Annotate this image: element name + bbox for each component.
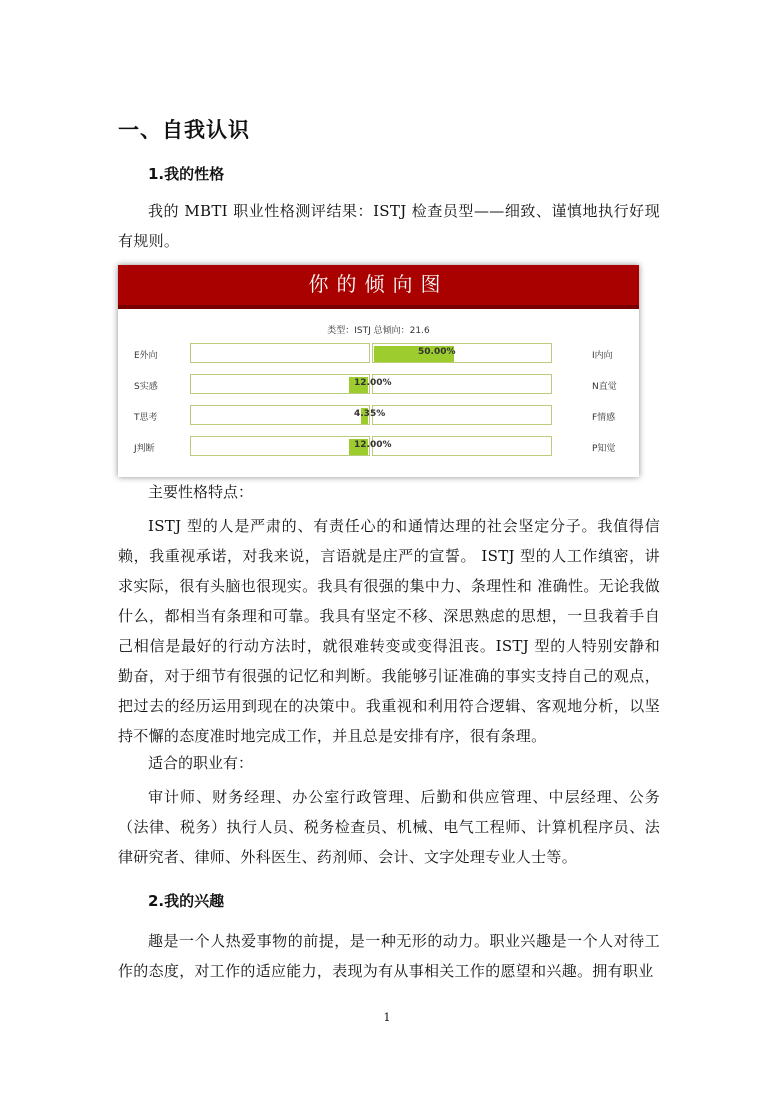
right-bar-track (372, 343, 552, 363)
bar-value-label: 50.00% (418, 347, 456, 357)
left-bar-track (190, 374, 370, 394)
right-trait-label: N直觉 (592, 382, 617, 392)
chart-subtitle: 类型：ISTJ 总倾向：21.6 (327, 326, 430, 336)
section-heading: 一、自我认识 (118, 118, 250, 142)
bar-value-label: 12.00% (354, 440, 392, 450)
left-trait-label: E外向 (134, 351, 158, 361)
left-bar-track (190, 343, 370, 363)
right-bar-track (372, 405, 552, 425)
chart-title: 你的倾向图 (118, 265, 639, 305)
right-trait-label: P知觉 (592, 444, 616, 454)
tendency-chart (118, 265, 639, 477)
bar-value-label: 12.00% (354, 378, 392, 388)
interest-paragraph: 趣是一个人热爱事物的前提，是一种无形的动力。职业兴趣是一个人对待工作的态度，对工作的适应能力，表现为有从事相关工作的愿望和兴趣。拥有职业 (118, 932, 660, 980)
left-bar-track (190, 405, 370, 425)
page-number: 1 (383, 1011, 391, 1024)
traits-label: 主要性格特点： (148, 483, 254, 501)
right-trait-label: F情感 (592, 413, 616, 423)
subsection-title-interest: 2.我的兴趣 (148, 892, 225, 910)
left-trait-label: T思考 (134, 413, 158, 423)
left-trait-label: J判断 (134, 444, 155, 454)
right-bar-track (372, 436, 552, 456)
right-trait-label: I内向 (592, 351, 613, 361)
chart-header-strip (118, 305, 639, 309)
bar-value-label: 4.35% (354, 409, 386, 419)
careers-label: 适合的职业有： (148, 754, 254, 772)
left-trait-label: S实感 (134, 382, 158, 392)
right-bar-track (372, 374, 552, 394)
mbti-result-paragraph: 我的 MBTI 职业性格测评结果：ISTJ 检查员型——细致、谨慎地执行好现有规则。 (118, 202, 660, 250)
left-bar-track (190, 436, 370, 456)
careers-paragraph: 审计师、财务经理、办公室行政管理、后勤和供应管理、中层经理、公务（法律、税务）执行人员、税务检查员、机械、电气工程师、计算机程序员、法律研究者、律师、外科医生、药剂师、会计、文字处理专业人士等。 (118, 788, 660, 866)
subsection-title-personality: 1.我的性格 (148, 165, 225, 183)
traits-paragraph: ISTJ 型的人是严肃的、有责任心的和通情达理的社会坚定分子。我值得信赖，我重视承诺，对我来说，言语就是庄严的宣誓。 ISTJ 型的人工作缜密，讲求实际，很有头脑也很现实。我具有很强的集中力、条理性和 准确性。无论我做什么，都相当有条理和可靠。我具有坚定不移、深思熟虑的思想，一旦我着手自己相信是最好的行动方法时，就很难转变或变得沮丧。ISTJ 型的人特别安静和勤奋，对于细节有很强的记忆和判断。我能够引证准确的事实支持自己的观点，把过去的经历运用到现在的决策中。我重视和利用符合逻辑、客观地分析，以坚持不懈的态度准时地完成工作，并且总是安排有序，很有条理。 (118, 517, 660, 745)
